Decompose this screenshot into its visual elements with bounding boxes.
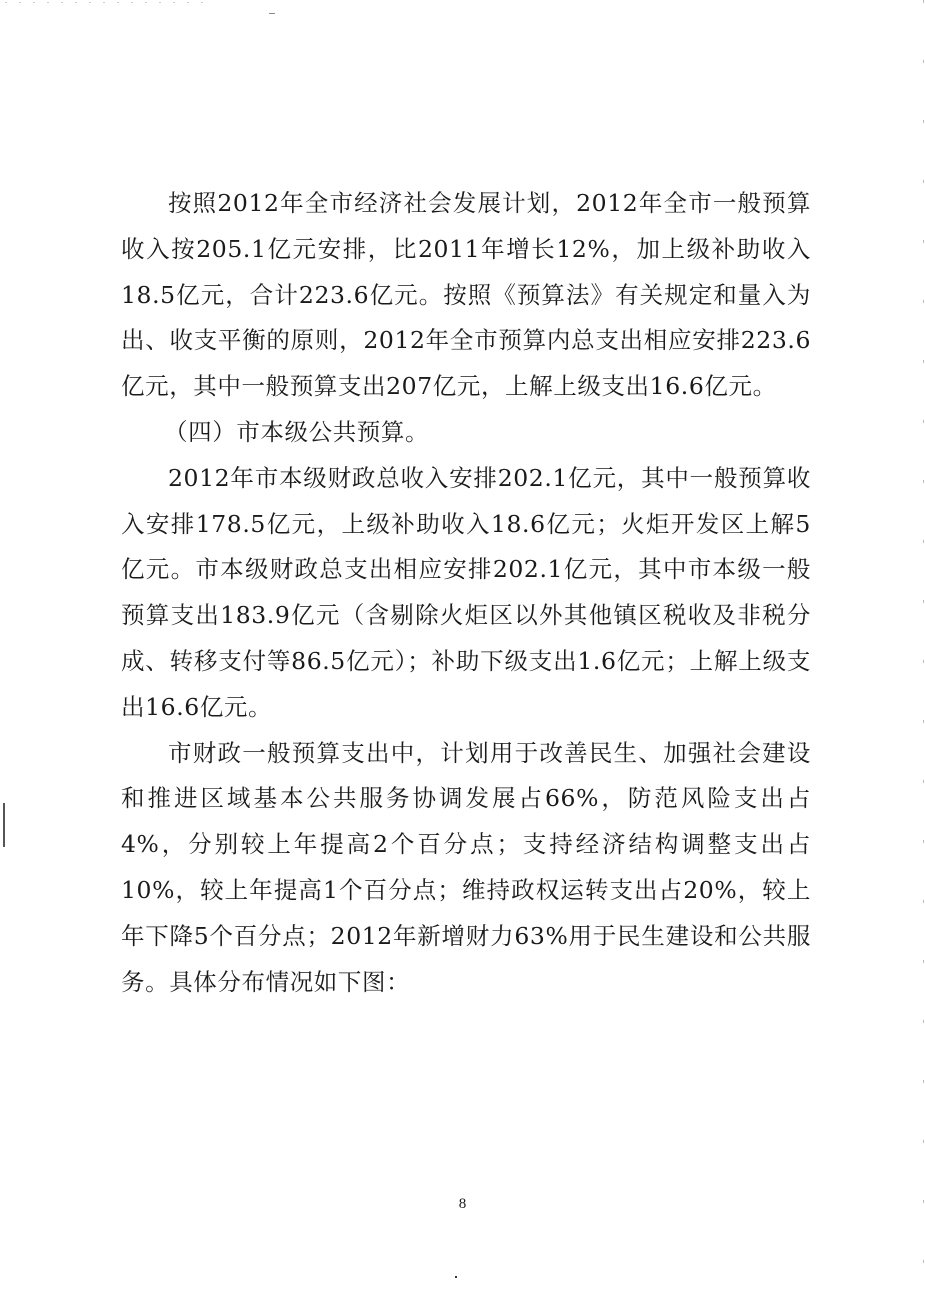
paragraph-overall-budget: 按照2012年全市经济社会发展计划，2012年全市一般预算收入按205.1亿元安排，比2011年增长12%，加上级补助收入18.5亿元，合计223.6亿元。按照《预算法》有关规定和量入为出、收支平衡的原则，2012年全市预算内总支出相应安排223.6亿元，其中一般预算支出207亿元，上解上级支出16.6亿元。 [121, 189, 811, 401]
scan-artifact-left-bar [3, 803, 5, 847]
document-body [121, 181, 811, 1005]
scan-artifact-right-edge [923, 0, 924, 1308]
section-heading: （四）市本级公共预算。 [164, 417, 430, 446]
scan-artifact-top [5, 2, 205, 3]
paragraph-city-level-budget: 2012年市本级财政总收入安排202.1亿元，其中一般预算收入安排178.5亿元，上级补助收入18.6亿元；火炬开发区上解5亿元。市本级财政总支出相应安排202.1亿元，其中市本级一般预算支出183.9亿元（含剔除火炬区以外其他镇区税收及非税分成、转移支付等86.5亿元）；补助下级支出1.6亿元；上解上级支出16.6亿元。 [121, 463, 811, 721]
scan-artifact-tick [269, 13, 275, 14]
scan-artifact-bottom [455, 1276, 457, 1278]
paragraph-expenditure-structure: 市财政一般预算支出中，计划用于改善民生、加强社会建设和推进区域基本公共服务协调发展占66%，防范风险支出占4%，分别较上年提高2个百分点；支持经济结构调整支出占10%，较上年提高1个百分点；维持政权运转支出占20%，较上年下降5个百分点；2012年新增财力63%用于民生建设和公共服务。具体分布情况如下图： [121, 738, 811, 996]
page-number: 8 [458, 1196, 467, 1212]
